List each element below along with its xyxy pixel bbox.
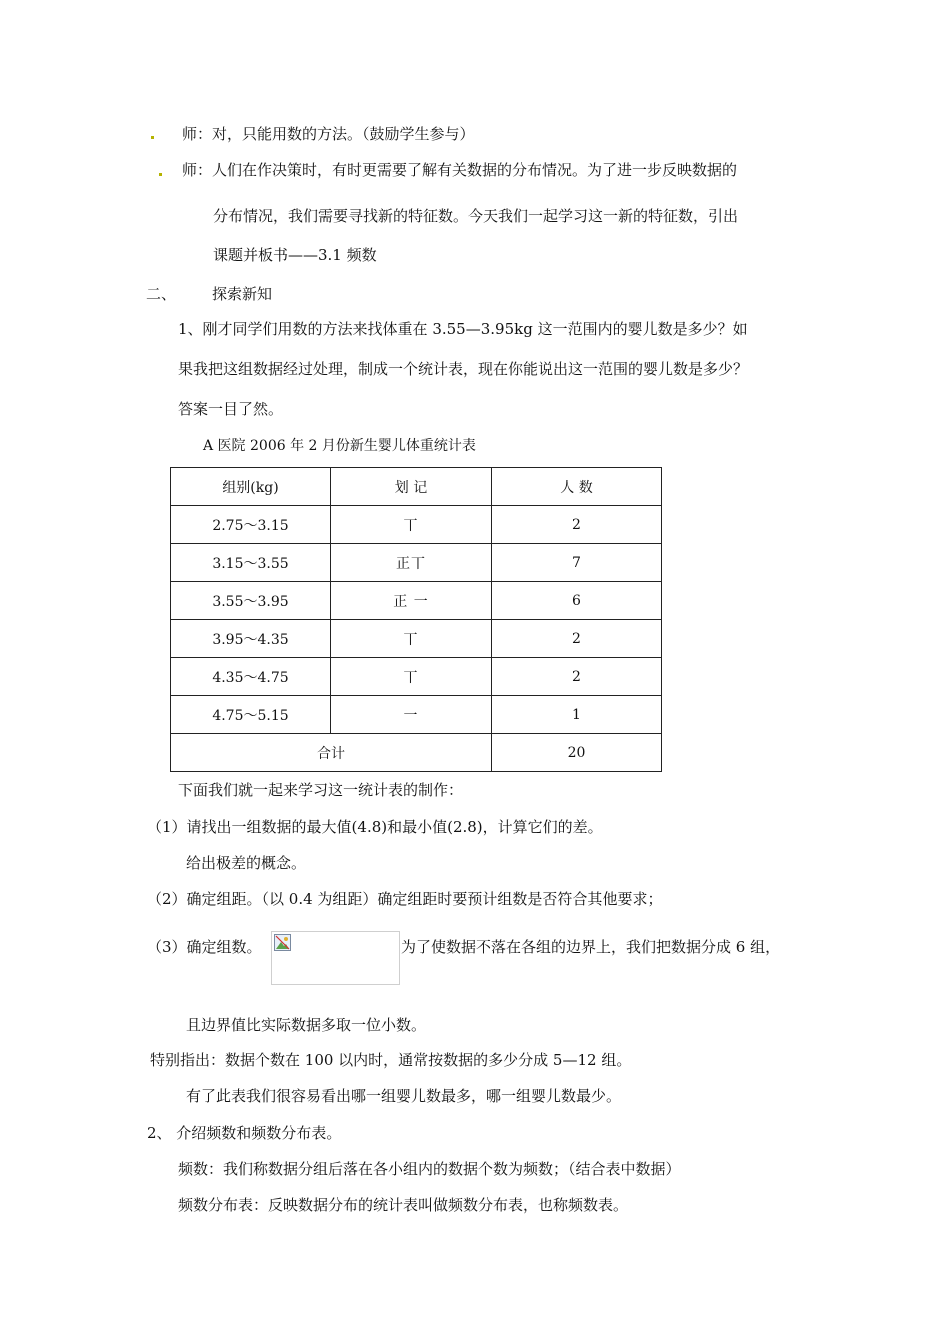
table-row xyxy=(171,506,662,544)
section-number: 二、 xyxy=(146,285,177,303)
table-row xyxy=(171,544,662,582)
count-cell: 2 xyxy=(492,506,662,544)
count-cell: 7 xyxy=(492,544,662,582)
tally-cell: 丅 xyxy=(331,506,492,544)
table-row xyxy=(171,696,662,734)
tally-cell: 丅 xyxy=(331,658,492,696)
table-row xyxy=(171,658,662,696)
teacher-line-2-cont2: 课题并板书——3.1 频数 xyxy=(213,246,377,264)
step-1-note: 给出极差的概念。 xyxy=(186,854,307,872)
header-tally: 划 记 xyxy=(331,468,492,506)
group-cell: 4.35～4.75 xyxy=(171,658,331,696)
question-1-cont2: 答案一目了然。 xyxy=(178,400,284,418)
group-cell: 3.15～3.55 xyxy=(171,544,331,582)
group-cell: 4.75～5.15 xyxy=(171,696,331,734)
tally-cell: 正 一 xyxy=(331,582,492,620)
table-caption: A 医院 2006 年 2 月份新生婴儿体重统计表 xyxy=(203,438,476,454)
total-value: 20 xyxy=(492,734,662,772)
tally-cell: 一 xyxy=(331,696,492,734)
count-cell: 2 xyxy=(492,620,662,658)
weight-stats-table xyxy=(170,467,662,772)
broken-image-icon xyxy=(274,934,291,951)
question-1: 1、刚才同学们用数的方法来找体重在 3.55—3.95kg 这一范围内的婴儿数是多少？如 xyxy=(178,320,748,338)
count-cell: 2 xyxy=(492,658,662,696)
table-header-row xyxy=(171,468,662,506)
section-2-title: 2、 介绍频数和频数分布表。 xyxy=(147,1124,342,1142)
step-3-detail: 为了使数据不落在各组的边界上，我们把数据分成 6 组， xyxy=(401,938,781,956)
step-3-cont: 且边界值比实际数据多取一位小数。 xyxy=(186,1016,427,1034)
teacher-line-1: 师：对，只能用数的方法。（鼓励学生参与） xyxy=(182,125,475,143)
table-row xyxy=(171,620,662,658)
step-2: （2）确定组距。（以 0.4 为组距）确定组距时要预计组数是否符合其他要求； xyxy=(147,890,663,908)
header-count: 人 数 xyxy=(492,468,662,506)
teacher-line-2-cont: 分布情况，我们需要寻找新的特征数。今天我们一起学习这一新的特征数，引出 xyxy=(213,207,739,225)
teacher-line-2: 师：人们在作决策时，有时更需要了解有关数据的分布情况。为了进一步反映数据的 xyxy=(182,161,738,179)
step-3: （3）确定组数。 xyxy=(147,938,262,956)
summary-line: 有了此表我们很容易看出哪一组婴儿数最多，哪一组婴儿数最少。 xyxy=(186,1087,622,1105)
steps-intro: 下面我们就一起来学习这一统计表的制作： xyxy=(178,781,464,799)
total-label: 合计 xyxy=(171,734,492,772)
frequency-table-definition: 频数分布表：反映数据分布的统计表叫做频数分布表，也称频数表。 xyxy=(178,1196,629,1214)
frequency-definition: 频数：我们称数据分组后落在各小组内的数据个数为频数；（结合表中数据） xyxy=(178,1160,681,1178)
special-note: 特别指出：数据个数在 100 以内时，通常按数据的多少分成 5—12 组。 xyxy=(150,1051,632,1069)
group-cell: 2.75～3.15 xyxy=(171,506,331,544)
marker-dot xyxy=(151,136,154,139)
count-cell: 6 xyxy=(492,582,662,620)
table-total-row xyxy=(171,734,662,772)
table-row xyxy=(171,582,662,620)
step-1: （1）请找出一组数据的最大值(4.8)和最小值(2.8)，计算它们的差。 xyxy=(147,818,603,836)
marker-dot xyxy=(159,173,162,176)
question-1-cont: 果我把这组数据经过处理，制成一个统计表，现在你能说出这一范围的婴儿数是多少？ xyxy=(178,360,749,378)
broken-image xyxy=(271,931,400,985)
group-cell: 3.55～3.95 xyxy=(171,582,331,620)
count-cell: 1 xyxy=(492,696,662,734)
tally-cell: 正丅 xyxy=(331,544,492,582)
tally-cell: 丅 xyxy=(331,620,492,658)
group-cell: 3.95～4.35 xyxy=(171,620,331,658)
header-group: 组别(kg) xyxy=(171,468,331,506)
section-title: 探索新知 xyxy=(212,285,273,303)
